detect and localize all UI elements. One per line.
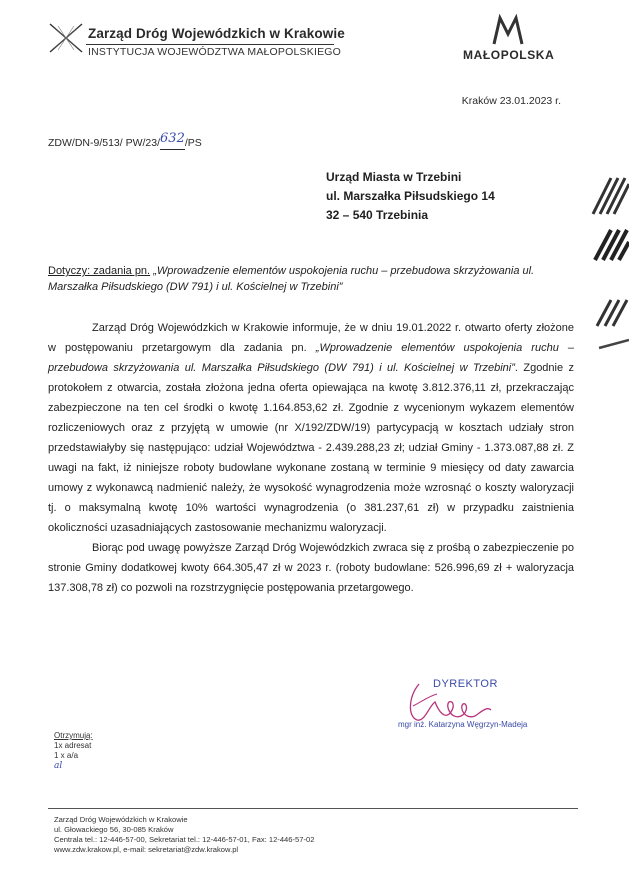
- recipient-line-1: Urząd Miasta w Trzebini: [326, 170, 462, 184]
- stamp-title: DYREKTOR: [433, 678, 498, 690]
- footer: [54, 815, 314, 855]
- distribution-line-1: 1x adresat: [54, 741, 92, 750]
- reference-number: [48, 131, 202, 150]
- distribution-line-2: 1 x a/a: [54, 751, 79, 760]
- stamp-signer: mgr inż. Katarzyna Węgrzyn-Madeja: [398, 720, 528, 729]
- reference-suffix: /PS: [184, 137, 202, 149]
- distribution-title: Otrzymują:: [54, 731, 93, 740]
- distribution-list: [54, 731, 93, 771]
- decorative-stripes-icon: [589, 176, 629, 216]
- recipient-line-3: 32 – 540 Trzebinia: [326, 208, 429, 222]
- footer-line-1: Zarząd Dróg Wojewódzkich w Krakowie: [54, 815, 188, 824]
- region-name: MAŁOPOLSKA: [463, 48, 555, 62]
- body-p1-intro: Zarząd Dróg Wojewódzkich w Krakowie informuje, że w dniu 19.01.2022 r. otwarto oferty złożone w postępowaniu przetargowym dla zadania pn.: [48, 322, 574, 354]
- recipient-address: [326, 168, 495, 225]
- body-paragraph-1: [48, 318, 574, 538]
- body-paragraph-2: Biorąc pod uwagę powyższe Zarząd Dróg Wojewódzkich zwraca się z prośbą o zabezpieczenie po stronie Gminy dodatkowej kwoty 664.305,47 zł w 2023 r. (roboty budowlane: 526.996,69 zł + waloryzacja 137.308,78 zł) co pozwoli na rozstrzygnięcie postępowania przetargowego.: [48, 542, 574, 594]
- body-p1-task: „Wprowadzenie elementów uspokojenia ruchu – przebudowa skrzyżowania ul. Marszałka Piłsudskiego (DW 791) i ul. Kościelnej w Trzebini”: [48, 342, 575, 374]
- decorative-stripes-icon: [589, 298, 629, 328]
- footer-line-4: www.zdw.krakow.pl, e-mail: sekretariat@zdw.krakow.pl: [54, 845, 239, 854]
- footer-divider: [48, 808, 578, 809]
- reference-handwritten-number: 632: [160, 131, 185, 146]
- subject-line: [48, 263, 576, 295]
- letter-body: [48, 318, 574, 598]
- recipient-line-2: ul. Marszałka Piłsudskiego 14: [326, 189, 495, 203]
- subject-title: „Wprowadzenie elementów uspokojenia ruchu – przebudowa skrzyżowania ul. Marszałka Piłsudskiego (DW 791) i ul. Kościelnej w Trzebini”: [48, 265, 535, 293]
- decorative-stripes-icon: [589, 228, 629, 262]
- subject-label: Dotyczy: zadania pn.: [48, 265, 151, 277]
- org-name: Zarząd Dróg Wojewódzkich w Krakowie: [88, 26, 345, 41]
- distribution-initials: al: [54, 761, 63, 771]
- zdw-logo-icon: [48, 20, 84, 56]
- reference-prefix: ZDW/DN-9/513/ PW/23/: [48, 137, 161, 149]
- footer-line-3: Centrala tel.: 12-446-57-00, Sekretariat tel.: 12-446-57-01, Fax: 12-446-57-02: [54, 835, 315, 844]
- header-divider: [86, 44, 334, 45]
- letter-date: Kraków 23.01.2023 r.: [461, 95, 561, 107]
- malopolska-logo-icon: [490, 14, 526, 46]
- decorative-stripes-icon: [589, 336, 629, 350]
- org-subtitle: INSTYTUCJA WOJEWÓDZTWA MAŁOPOLSKIEGO: [88, 46, 342, 58]
- body-p1-rest: . Zgodnie z protokołem z otwarcia, została złożona jedna oferta opiewająca na kwotę 3.812.376,11 zł, przekraczając zabezpieczone na ten cel środki o kwotę 1.164.853,62 zł. Zgodnie z wycenionym wykazem elementów rozliczeniowych oraz z przyjętą w umowie (nr X/192/ZDW/19) partycypacją w kosztach udziały stron przedstawiałyby się następująco: udział Województwa - 2.439.288,23 zł; udział Gminy - 1.373.087,88 zł. Z uwagi na fakt, iż niniejsze roboty budowlane wykonane zostaną w terminie 9 miesięcy od daty zawarcia umowy z wykonawcą nadmienić należy, że wysokość wynagrodzenia może wzrosnąć o koszty waloryzacji tj. o maksymalną kwotę 10% wartości wynagrodzenia (o 381.237,61 zł) w przypadku zaistnienia okoliczności uzasadniających zastosowanie mechanizmu waloryzacji.: [48, 362, 575, 534]
- footer-line-2: ul. Głowackiego 56, 30-085 Kraków: [54, 825, 174, 834]
